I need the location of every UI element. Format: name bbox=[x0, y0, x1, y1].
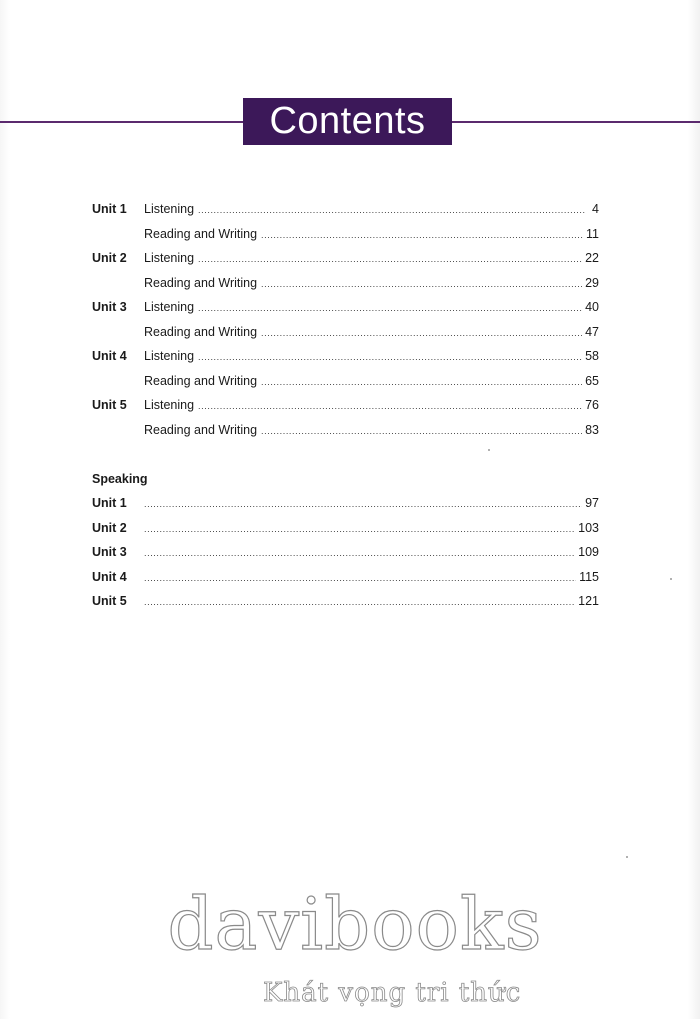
entry-label: Reading and Writing bbox=[144, 423, 258, 437]
toc-entry bbox=[144, 594, 599, 608]
watermark-tagline: Khát vọng tri thức bbox=[263, 978, 522, 1008]
toc-entry bbox=[144, 276, 599, 290]
toc-entry bbox=[144, 521, 599, 535]
toc-row bbox=[0, 200, 700, 220]
entry-label: Reading and Writing bbox=[144, 227, 258, 241]
dot-leader bbox=[198, 254, 582, 264]
toc-entry bbox=[144, 202, 599, 216]
speaking-heading: Speaking bbox=[92, 472, 148, 486]
entry-label: Listening bbox=[144, 251, 195, 265]
page-number: 47 bbox=[585, 325, 599, 339]
dot-leader bbox=[261, 279, 582, 289]
toc-entry bbox=[144, 251, 599, 265]
page-number: 121 bbox=[578, 594, 599, 608]
page-number: 76 bbox=[585, 398, 599, 412]
unit-label: Unit 1 bbox=[92, 202, 127, 216]
toc-entry bbox=[144, 570, 599, 584]
dot-leader bbox=[144, 597, 575, 607]
toc-entry bbox=[144, 545, 599, 559]
toc-entry bbox=[144, 423, 599, 437]
toc-row bbox=[0, 592, 700, 612]
toc-row bbox=[0, 421, 700, 441]
toc-row bbox=[0, 323, 700, 343]
entry-label: Reading and Writing bbox=[144, 374, 258, 388]
toc-row bbox=[0, 372, 700, 392]
entry-label: Reading and Writing bbox=[144, 276, 258, 290]
title-rule-left bbox=[0, 121, 244, 123]
toc-entry bbox=[144, 496, 599, 510]
title-banner bbox=[243, 98, 452, 145]
toc-entry bbox=[144, 227, 599, 241]
page-number: 22 bbox=[585, 251, 599, 265]
dot-leader bbox=[261, 377, 582, 387]
dot-leader bbox=[261, 230, 583, 240]
scan-speck bbox=[670, 578, 672, 580]
toc-row bbox=[0, 543, 700, 563]
unit-label: Unit 4 bbox=[92, 349, 127, 363]
toc-row bbox=[0, 494, 700, 514]
title-rule-right bbox=[452, 121, 700, 123]
toc-entry bbox=[144, 300, 599, 314]
unit-label: Unit 2 bbox=[92, 251, 127, 265]
toc-row bbox=[0, 225, 700, 245]
scan-speck bbox=[488, 449, 490, 451]
dot-leader bbox=[261, 328, 582, 338]
page-number: 115 bbox=[579, 570, 599, 584]
dot-leader bbox=[198, 401, 582, 411]
page-number: 65 bbox=[585, 374, 599, 388]
dot-leader bbox=[144, 499, 582, 509]
unit-label: Unit 5 bbox=[92, 398, 127, 412]
toc-row bbox=[0, 249, 700, 269]
toc-entry bbox=[144, 398, 599, 412]
toc-entry bbox=[144, 325, 599, 339]
dot-leader bbox=[198, 352, 582, 362]
dot-leader bbox=[144, 573, 576, 583]
page-number: 103 bbox=[578, 521, 599, 535]
watermark-brand: davibooks bbox=[167, 882, 543, 966]
dot-leader bbox=[144, 548, 575, 558]
toc-row bbox=[0, 298, 700, 318]
entry-label: Listening bbox=[144, 202, 195, 216]
entry-label: Reading and Writing bbox=[144, 325, 258, 339]
dot-leader bbox=[198, 303, 582, 313]
toc-row bbox=[0, 519, 700, 539]
page-number: 40 bbox=[585, 300, 599, 314]
watermark-logo bbox=[155, 884, 555, 964]
dot-leader bbox=[144, 524, 575, 534]
page-number: 4 bbox=[592, 202, 599, 216]
page-number: 83 bbox=[585, 423, 599, 437]
unit-label: Unit 3 bbox=[92, 545, 127, 559]
page-number: 109 bbox=[578, 545, 599, 559]
unit-label: Unit 3 bbox=[92, 300, 127, 314]
toc-row bbox=[0, 568, 700, 588]
toc-entry bbox=[144, 349, 599, 363]
page-number: 97 bbox=[585, 496, 599, 510]
unit-label: Unit 5 bbox=[92, 594, 127, 608]
page-number: 58 bbox=[585, 349, 599, 363]
scan-speck bbox=[626, 856, 628, 858]
unit-label: Unit 4 bbox=[92, 570, 127, 584]
page-number: 11 bbox=[586, 227, 599, 241]
toc-entry bbox=[144, 374, 599, 388]
toc-row bbox=[0, 274, 700, 294]
toc-row bbox=[0, 396, 700, 416]
entry-label: Listening bbox=[144, 300, 195, 314]
page-number: 29 bbox=[585, 276, 599, 290]
dot-leader bbox=[198, 205, 586, 215]
unit-label: Unit 2 bbox=[92, 521, 127, 535]
toc-row bbox=[0, 347, 700, 367]
entry-label: Listening bbox=[144, 398, 195, 412]
unit-label: Unit 1 bbox=[92, 496, 127, 510]
page-title: Contents bbox=[269, 100, 426, 142]
dot-leader bbox=[261, 426, 582, 436]
entry-label: Listening bbox=[144, 349, 195, 363]
